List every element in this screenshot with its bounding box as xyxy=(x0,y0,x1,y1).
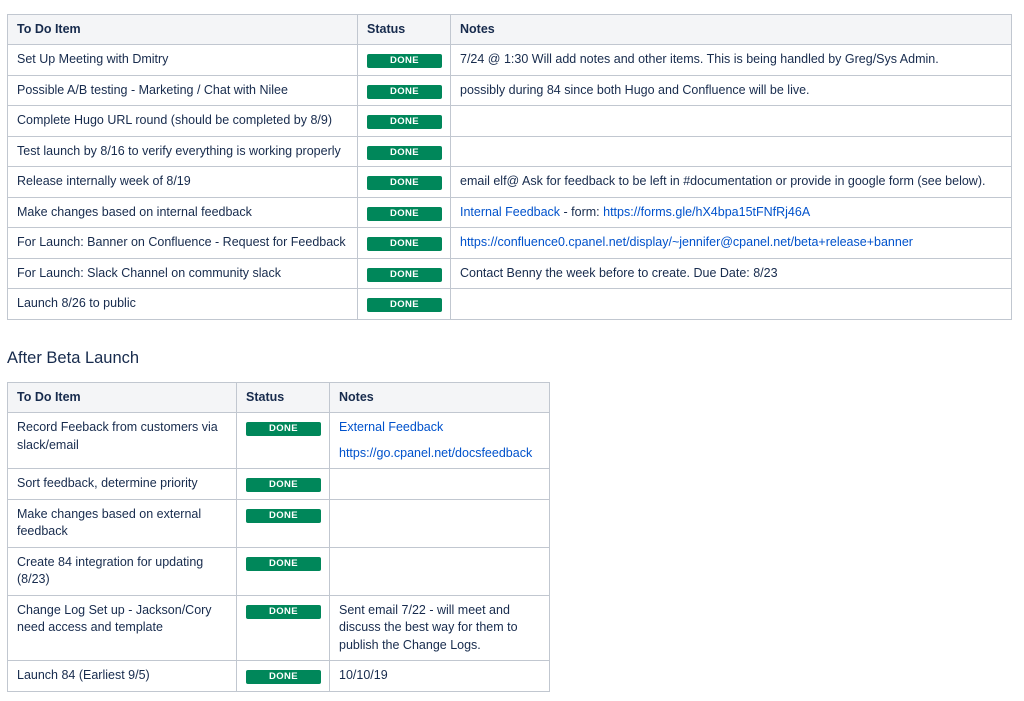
table-row xyxy=(8,75,1012,106)
docsfeedback-link[interactable]: https://go.cpanel.net/docsfeedback xyxy=(339,445,533,460)
notes-cell xyxy=(330,499,550,547)
table-row xyxy=(8,106,1012,137)
table-row xyxy=(8,258,1012,289)
table-row xyxy=(8,45,1012,76)
notes-cell xyxy=(451,136,1012,167)
status-badge: DONE xyxy=(246,605,321,619)
table-row xyxy=(8,167,1012,198)
google-form-link[interactable]: https://forms.gle/hX4bpa15tFNfRj46A xyxy=(603,204,811,219)
notes-cell xyxy=(451,289,1012,320)
status-cell xyxy=(237,595,330,661)
status-cell xyxy=(358,228,451,259)
status-cell xyxy=(237,469,330,500)
todo-item-cell: Release internally week of 8/19 xyxy=(8,167,358,198)
table-row xyxy=(8,197,1012,228)
table-row xyxy=(8,289,1012,320)
status-badge: DONE xyxy=(367,176,442,190)
status-cell xyxy=(358,289,451,320)
table-row xyxy=(8,228,1012,259)
todo-table xyxy=(7,14,1012,320)
status-badge: DONE xyxy=(367,268,442,282)
notes-text: - form: xyxy=(560,204,604,219)
status-badge: DONE xyxy=(246,478,321,492)
confluence-banner-link[interactable]: https://confluence0.cpanel.net/display/~jennifer@cpanel.net/beta+release+banner xyxy=(460,235,913,249)
section-heading: After Beta Launch xyxy=(7,349,140,367)
status-cell xyxy=(358,258,451,289)
table-row xyxy=(8,661,550,692)
status-cell xyxy=(237,661,330,692)
status-badge: DONE xyxy=(246,670,321,684)
notes-cell: email elf@ Ask for feedback to be left in #documentation or provide in google form (see below). xyxy=(451,167,1012,198)
todo-item-cell: Launch 84 (Earliest 9/5) xyxy=(8,661,237,692)
column-header-todo: To Do Item xyxy=(8,383,237,413)
notes-cell xyxy=(451,228,1012,259)
todo-item-cell: Launch 8/26 to public xyxy=(8,289,358,320)
todo-item-cell: Test launch by 8/16 to verify everything is working properly xyxy=(8,136,358,167)
notes-cell: 7/24 @ 1:30 Will add notes and other items. This is being handled by Greg/Sys Admin. xyxy=(451,45,1012,76)
notes-cell: Sent email 7/22 - will meet and discuss the best way for them to publish the Change Logs. xyxy=(330,595,550,661)
column-header-status: Status xyxy=(237,383,330,413)
todo-item-cell: Make changes based on internal feedback xyxy=(8,197,358,228)
notes-cell xyxy=(451,106,1012,137)
notes-cell: Contact Benny the week before to create. Due Date: 8/23 xyxy=(451,258,1012,289)
column-header-status: Status xyxy=(358,15,451,45)
table-row xyxy=(8,595,550,661)
status-badge: DONE xyxy=(246,557,321,571)
todo-item-cell: Possible A/B testing - Marketing / Chat with Nilee xyxy=(8,75,358,106)
todo-item-cell: For Launch: Banner on Confluence - Request for Feedback xyxy=(8,228,358,259)
table-row xyxy=(8,136,1012,167)
status-cell xyxy=(358,197,451,228)
status-badge: DONE xyxy=(246,422,321,436)
status-badge: DONE xyxy=(367,237,442,251)
status-badge: DONE xyxy=(246,509,321,523)
notes-cell: possibly during 84 since both Hugo and Confluence will be live. xyxy=(451,75,1012,106)
status-badge: DONE xyxy=(367,54,442,68)
status-cell xyxy=(358,75,451,106)
notes-cell xyxy=(330,547,550,595)
after-beta-table xyxy=(7,382,550,692)
notes-cell xyxy=(330,413,550,469)
internal-feedback-link[interactable]: Internal Feedback xyxy=(460,204,561,219)
todo-item-cell: Complete Hugo URL round (should be completed by 8/9) xyxy=(8,106,358,137)
table-row xyxy=(8,413,550,469)
status-cell xyxy=(358,167,451,198)
todo-item-cell: For Launch: Slack Channel on community slack xyxy=(8,258,358,289)
status-cell xyxy=(358,106,451,137)
status-badge: DONE xyxy=(367,146,442,160)
todo-item-cell: Record Feeback from customers via slack/email xyxy=(8,413,237,469)
column-header-notes: Notes xyxy=(451,15,1012,45)
status-badge: DONE xyxy=(367,207,442,221)
column-header-todo: To Do Item xyxy=(8,15,358,45)
column-header-notes: Notes xyxy=(330,383,550,413)
notes-cell xyxy=(330,469,550,500)
table-row xyxy=(8,469,550,500)
todo-item-cell: Change Log Set up - Jackson/Cory need access and template xyxy=(8,595,237,661)
notes-cell: 10/10/19 xyxy=(330,661,550,692)
status-cell xyxy=(358,136,451,167)
todo-item-cell: Sort feedback, determine priority xyxy=(8,469,237,500)
table-row xyxy=(8,547,550,595)
status-cell xyxy=(358,45,451,76)
status-cell xyxy=(237,547,330,595)
status-cell xyxy=(237,413,330,469)
status-badge: DONE xyxy=(367,115,442,129)
todo-item-cell: Set Up Meeting with Dmitry xyxy=(8,45,358,76)
todo-item-cell: Make changes based on external feedback xyxy=(8,499,237,547)
external-feedback-link[interactable]: External Feedback xyxy=(339,420,444,434)
table-row xyxy=(8,499,550,547)
table-header-row xyxy=(8,15,1012,45)
notes-cell xyxy=(451,197,1012,228)
todo-item-cell: Create 84 integration for updating (8/23) xyxy=(8,547,237,595)
status-cell xyxy=(237,499,330,547)
status-badge: DONE xyxy=(367,298,442,312)
status-badge: DONE xyxy=(367,85,442,99)
table-header-row xyxy=(8,383,550,413)
